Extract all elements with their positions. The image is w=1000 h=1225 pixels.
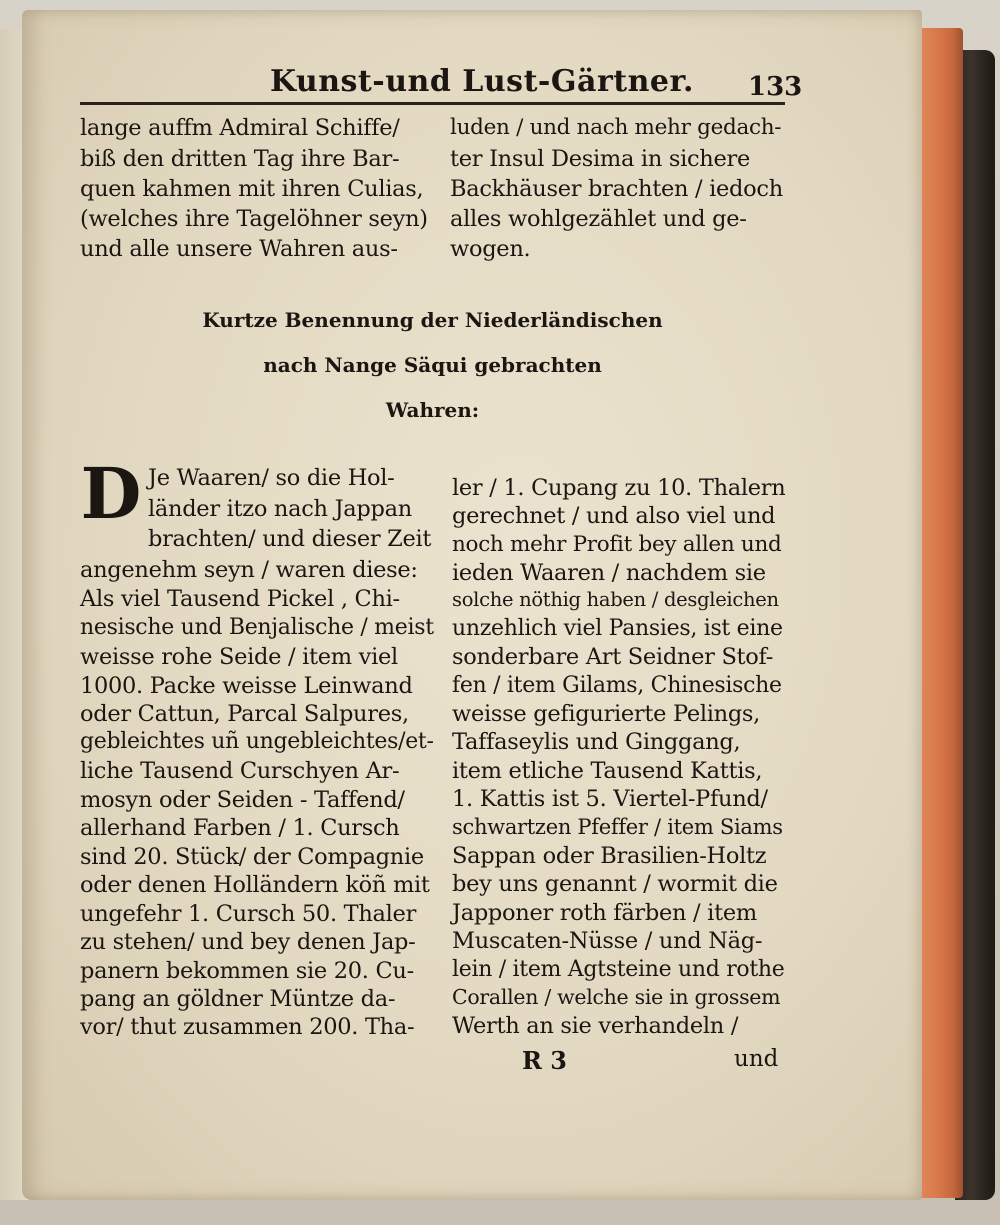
text-line: brachten/ und dieser Zeit <box>148 526 432 552</box>
text-line: Je Waaren/ so die Hol- <box>148 465 395 491</box>
text-line: Backhäuser brachten / iedoch <box>450 176 783 202</box>
text-line: fen / item Gilams, Chinesische <box>452 673 782 698</box>
catchword: und <box>734 1046 779 1072</box>
text-line: Muscaten-Nüsse / und Näg- <box>452 928 763 954</box>
text-line: angenehm seyn / waren diese: <box>80 557 418 583</box>
text-line: sonderbare Art Seidner Stof- <box>452 644 774 670</box>
text-line: wogen. <box>450 236 531 262</box>
drop-cap: D <box>80 452 142 535</box>
text-line: nesische und Benjalische / meist <box>80 615 434 640</box>
text-line: Werth an sie verhandeln / <box>452 1013 739 1039</box>
text-line: weisse rohe Seide / item viel <box>80 644 398 670</box>
text-line: ler / 1. Cupang zu 10. Thalern <box>452 475 786 501</box>
text-line: 1. Kattis ist 5. Viertel-Pfund/ <box>452 786 768 812</box>
header-rule <box>80 102 785 105</box>
text-line: alles wohlgezählet und ge- <box>450 206 747 232</box>
text-line: allerhand Farben / 1. Cursch <box>80 815 400 841</box>
text-line: lein / item Agtsteine und rothe <box>452 957 785 982</box>
text-line: panern bekommen sie 20. Cu- <box>80 958 414 984</box>
text-line: liche Tausend Curschyen Ar- <box>80 758 400 784</box>
text-line: ungefehr 1. Cursch 50. Thaler <box>80 901 417 927</box>
text-line: Als viel Tausend Pickel , Chi- <box>80 586 400 612</box>
text-line: (welches ihre Tagelöhner seyn) <box>80 206 428 232</box>
title-line: nach Nange Säqui gebrachten <box>263 353 602 377</box>
text-line: lange auffm Admiral Schiffe/ <box>80 115 400 141</box>
text-line: oder Cattun, Parcal Salpures, <box>80 701 409 727</box>
text-line: solche nöthig haben / desgleichen <box>452 588 779 611</box>
text-line: sind 20. Stück/ der Compagnie <box>80 844 424 870</box>
text-line: Sappan oder Brasilien-Holtz <box>452 843 767 869</box>
text-line: luden / und nach mehr gedach- <box>450 115 782 140</box>
text-line: oder denen Holländern köñ mit <box>80 872 430 898</box>
page-number: 133 <box>748 72 803 102</box>
text-line: länder itzo nach Jappan <box>148 496 412 522</box>
text-line: gerechnet / und also viel und <box>452 503 776 529</box>
text-line: bey uns genannt / wormit die <box>452 871 778 897</box>
text-line: unzehlich viel Pansies, ist eine <box>452 616 783 641</box>
text-line: ter Insul Desima in sichere <box>450 146 750 172</box>
text-line: Taffaseylis und Ginggang, <box>452 729 741 755</box>
text-line: 1000. Packe weisse Leinwand <box>80 673 413 699</box>
text-line: zu stehen/ und bey denen Jap- <box>80 929 416 955</box>
text-line: weisse gefigurierte Pelings, <box>452 701 761 727</box>
text-line: quen kahmen mit ihren Culias, <box>80 176 424 202</box>
text-line: item etliche Tausend Kattis, <box>452 758 763 784</box>
text-line: ieden Waaren / nachdem sie <box>452 560 766 586</box>
text-line: gebleichtes uñ ungebleichtes/et- <box>80 729 434 754</box>
signature-mark: R 3 <box>522 1046 567 1075</box>
text-line: biß den dritten Tag ihre Bar- <box>80 146 400 172</box>
text-line: pang an göldner Müntze da- <box>80 986 396 1012</box>
running-head: Kunst-und Lust-Gärtner. <box>270 64 694 99</box>
text-line: mosyn oder Seiden - Taffend/ <box>80 787 405 813</box>
text-line: schwartzen Pfeffer / item Siams <box>452 815 783 839</box>
title-line: Wahren: <box>385 398 480 422</box>
text-line: und alle unsere Wahren aus- <box>80 236 398 262</box>
text-line: vor/ thut zusammen 200. Tha- <box>80 1014 415 1040</box>
text-line: noch mehr Profit bey allen und <box>452 532 782 557</box>
title-line: Kurtze Benennung der Niederländischen <box>202 308 663 332</box>
section-title <box>80 298 785 433</box>
text-line: Japponer roth färben / item <box>452 900 757 926</box>
text-line: Corallen / welche sie in grossem <box>452 985 781 1009</box>
